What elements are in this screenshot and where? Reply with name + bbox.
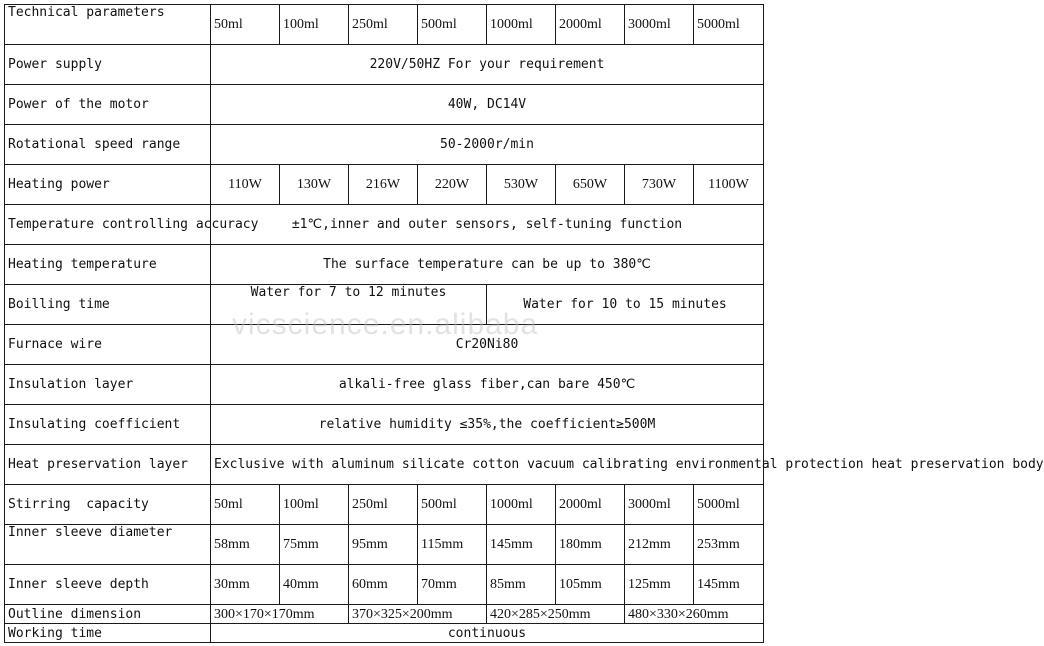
technical-parameters-table (4, 4, 1044, 643)
temp-accuracy-row (5, 205, 764, 245)
header-row (5, 5, 764, 45)
sleeve-depth-cell: 105mm (556, 565, 625, 605)
sleeve-diameter-row (5, 525, 764, 565)
outline-dimension-row (5, 605, 764, 624)
sleeve-diameter-cell: 145mm (487, 525, 556, 565)
heating-temperature-value: The surface temperature can be up to 380℃ (211, 245, 764, 285)
stirring-capacity-cell: 250ml (349, 485, 418, 525)
boiling-time-label: Boilling time (5, 285, 211, 325)
sleeve-diameter-cell: 212mm (625, 525, 694, 565)
heat-preservation-value: Exclusive with aluminum silicate cotton vacuum calibrating environmental protection heat preservation body (211, 445, 764, 485)
header-capacity: 500ml (418, 5, 487, 45)
insulating-coefficient-label: Insulating coefficient (5, 405, 211, 445)
stirring-capacity-cell: 50ml (211, 485, 280, 525)
outline-dimension-cell: 370×325×200mm (349, 605, 487, 624)
heating-power-cell: 220W (418, 165, 487, 205)
sleeve-diameter-cell: 180mm (556, 525, 625, 565)
boiling-time-large: Water for 10 to 15 minutes (487, 285, 764, 325)
stirring-capacity-row (5, 485, 764, 525)
insulating-coefficient-row (5, 405, 764, 445)
heating-power-cell: 216W (349, 165, 418, 205)
sleeve-diameter-label: Inner sleeve diameter (5, 525, 211, 565)
stirring-capacity-cell: 100ml (280, 485, 349, 525)
heating-power-cell: 1100W (694, 165, 764, 205)
stirring-capacity-cell: 5000ml (694, 485, 764, 525)
heating-temperature-row (5, 245, 764, 285)
heating-power-cell: 650W (556, 165, 625, 205)
heat-preservation-label: Heat preservation layer (5, 445, 211, 485)
sleeve-diameter-cell: 58mm (211, 525, 280, 565)
motor-power-label: Power of the motor (5, 85, 211, 125)
header-capacity: 2000ml (556, 5, 625, 45)
heating-power-cell: 130W (280, 165, 349, 205)
heat-preservation-row (5, 445, 764, 485)
insulation-layer-value: alkali-free glass fiber,can bare 450℃ (211, 365, 764, 405)
sleeve-depth-cell: 145mm (694, 565, 764, 605)
header-label: Technical parameters (5, 5, 211, 45)
stirring-capacity-cell: 500ml (418, 485, 487, 525)
watermark-text: vicscience.en.alibaba (232, 308, 539, 341)
heating-temperature-label: Heating temperature (5, 245, 211, 285)
header-capacity: 50ml (211, 5, 280, 45)
insulation-layer-label: Insulation layer (5, 365, 211, 405)
sleeve-diameter-cell: 75mm (280, 525, 349, 565)
power-supply-label: Power supply (5, 45, 211, 85)
sleeve-depth-cell: 85mm (487, 565, 556, 605)
outline-dimension-cell: 480×330×260mm (625, 605, 764, 624)
header-capacity: 1000ml (487, 5, 556, 45)
sleeve-depth-cell: 70mm (418, 565, 487, 605)
speed-range-row (5, 125, 764, 165)
sleeve-diameter-cell: 115mm (418, 525, 487, 565)
stirring-capacity-label: Stirring capacity (5, 485, 211, 525)
stirring-capacity-cell: 3000ml (625, 485, 694, 525)
temp-accuracy-value: ±1℃,inner and outer sensors, self-tuning function (211, 205, 764, 245)
sleeve-depth-cell: 30mm (211, 565, 280, 605)
stirring-capacity-cell: 1000ml (487, 485, 556, 525)
speed-range-label: Rotational speed range (5, 125, 211, 165)
power-supply-value: 220V/50HZ For your requirement (211, 45, 764, 85)
motor-power-row (5, 85, 764, 125)
sleeve-depth-cell: 125mm (625, 565, 694, 605)
speed-range-value: 50-2000r/min (211, 125, 764, 165)
furnace-wire-value: Cr20Ni80 (211, 325, 764, 365)
temp-accuracy-label: Temperature controlling accuracy (5, 205, 211, 245)
sleeve-depth-cell: 40mm (280, 565, 349, 605)
furnace-wire-label: Furnace wire (5, 325, 211, 365)
boiling-time-row (5, 285, 764, 325)
header-capacity: 250ml (349, 5, 418, 45)
sleeve-diameter-cell: 95mm (349, 525, 418, 565)
header-capacity: 100ml (280, 5, 349, 45)
heating-power-cell: 730W (625, 165, 694, 205)
power-supply-row (5, 45, 764, 85)
motor-power-value: 40W, DC14V (211, 85, 764, 125)
sleeve-depth-cell: 60mm (349, 565, 418, 605)
boiling-time-small: Water for 7 to 12 minutes (211, 285, 487, 325)
heating-power-cell: 530W (487, 165, 556, 205)
working-time-value: continuous (211, 624, 764, 643)
insulating-coefficient-value: relative humidity ≤35%,the coefficient≥500M (211, 405, 764, 445)
sleeve-depth-row (5, 565, 764, 605)
working-time-label: Working time (5, 624, 211, 643)
heating-power-label: Heating power (5, 165, 211, 205)
outline-dimension-cell: 420×285×250mm (487, 605, 625, 624)
sleeve-depth-label: Inner sleeve depth (5, 565, 211, 605)
heating-power-row (5, 165, 764, 205)
heating-power-cell: 110W (211, 165, 280, 205)
header-capacity: 5000ml (694, 5, 764, 45)
insulation-layer-row (5, 365, 764, 405)
outline-dimension-cell: 300×170×170mm (211, 605, 349, 624)
sleeve-diameter-cell: 253mm (694, 525, 764, 565)
furnace-wire-row (5, 325, 764, 365)
working-time-row (5, 624, 764, 643)
outline-dimension-label: Outline dimension (5, 605, 211, 624)
header-capacity: 3000ml (625, 5, 694, 45)
stirring-capacity-cell: 2000ml (556, 485, 625, 525)
